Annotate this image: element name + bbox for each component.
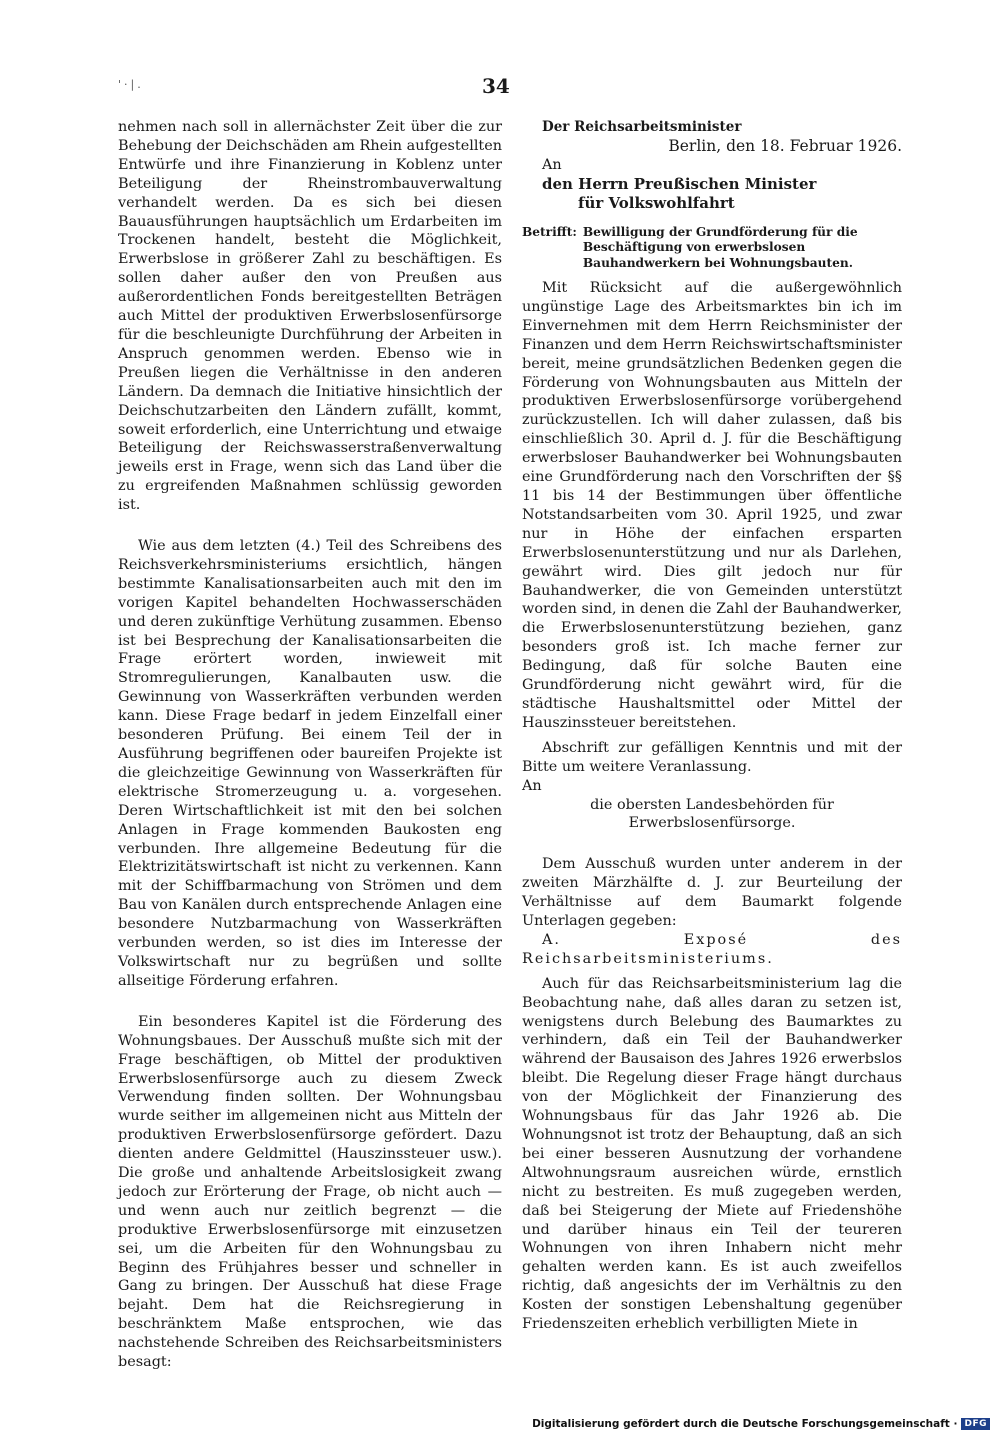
addressee-an: An — [542, 156, 562, 173]
expose-paragraph: Auch für das Reichsarbeitsministerium lag die Beobachtung nahe, daß alles daran zu setzen ist, wenigstens durch Belebung des Baumarktes zu verhindern, daß ein Teil der Bauhandwerker während der Bausaison des Jahres 1926 erwerbslos bleibt. Die Regelung dieser Frage hängt durchaus von der Möglichkeit der Finanzierung des Wohnungsbaus für das Jahr 1926 ab. Die Wohnungsnot ist trotz der Behauptung, daß an sich bei einer besseren Ausnutzung der vorhandene Altwohnungsraum ausreichen würde, ernstlich nicht zu bestreiten. Es muß zugegeben werden, daß bei Steigerung der Miete auf Friedenshöhe und darüber hinaus ein Teil der teureren Wohnungen von ihren Inhabern nicht mehr gehalten werden kann. Es ist auch zweifellos richtig, daß angesichts der im Verhältnis zu den Kosten der sonstigen Lebenshaltung gegenüber Friedenszeiten erheblich verbilligten Miete in — [522, 975, 902, 1333]
subject-text: Bewilligung der Grundförderung für die Beschäftigung von erwerbslosen Bauhandwerkern bei Wohnungsbauten. — [582, 224, 858, 270]
page-number: 34 — [482, 74, 510, 98]
right-column — [522, 118, 902, 1334]
digitization-footer — [532, 1418, 990, 1430]
footer-text: Digitalisierung gefördert durch die Deutsche Forschungsgemeinschaft · — [532, 1418, 958, 1430]
left-column — [118, 118, 502, 1372]
addressee-line-1: den Herrn Preußischen Minister — [542, 174, 817, 193]
corner-marks: '·|. — [118, 78, 144, 91]
section-heading-a: A. Exposé des Reichsarbeitsministeriums. — [522, 931, 902, 967]
recipient-an: An — [522, 777, 542, 794]
recipient-authorities: die obersten Landesbehörden für Erwerbslosenfürsorge. — [590, 796, 834, 832]
left-paragraph-2: Wie aus dem letzten (4.) Teil des Schreibens des Reichsverkehrsministeriums ersichtlich, hängen bestimmte Kanalisationsarbeiten auch mit den im vorigen Kapitel behandelten Hochwasserschäden und deren zukünftige Verhütung zusammen. Ebenso ist bei Besprechung der Kanalisationsarbeiten die Frage erörtert worden, inwieweit mit Stromregulierungen, Kanalbauten usw. die Gewinnung von Wasserkräften verbunden werden kann. Diese Frage bedarf in jedem Einzelfall einer besonderen Prüfung. Bei einem Teil der in Ausführung begriffenen oder baureifen Projekte ist die gleichzeitige Gewinnung von Wasserkräften für elektrische Stromerzeugung u. a. vorgesehen. Deren Wirtschaftlichkeit ist mit den bei solchen Anlagen in Frage kommenden Baukosten eng verbunden. Ihre allgemeine Bedeutung für die Elektrizitätswirtschaft ist nicht zu verkennen. Kann mit der Schiffbarmachung von Strömen und dem Bau von Kanälen durch entsprechende Anlagen eine besondere Nutzbarmachung von Wasserkräften verbunden werden, so ist dies im Interesse der Volkswirtschaft nur zu begrüßen und sollte allseitige Förderung erfahren. — [118, 538, 502, 989]
letter-sender: Der Reichsarbeitsminister — [542, 119, 742, 135]
letter-body: Mit Rücksicht auf die außergewöhnlich ungünstige Lage des Arbeitsmarktes bin ich im Einvernehmen mit dem Herrn Reichsminister der Finanzen und dem Herrn Reichswirtschaftsminister bereit, meine grundsätzlichen Bedenken gegen die Förderung von Wohnungsbauten aus Mitteln der produktiven Erwerbslosenfürsorge vorübergehend zurückzustellen. Ich will daher zulassen, daß bis einschließlich 30. April d. J. für die Beschäftigung erwerbsloser Bauhandwerker bei Wohnungsbauten eine Grundförderung nach den Vorschriften der §§ 11 bis 14 der Bestimmungen über öffentliche Notstandsarbeiten vom 30. April 1925, und zwar nur in Höhe der einfachen ersparten Erwerbslosenunterstützung und nur als Darlehen, gewährt wird. Dies gilt jedoch nur für Bauhandwerker, die von Gemeinden unterstützt worden sind, in denen die Zahl der Bauhandwerker, die Erwerbslosenunterstützung beziehen, ganz besonders groß ist. Ich mache ferner zur Bedingung, daß für solche Bauten eine Grundförderung nicht gewährt wird, für die städtische Haushaltsmittel oder Mittel der Hauszinssteuer bereitstehen. — [522, 280, 902, 731]
ausschuss-paragraph: Dem Ausschuß wurden unter anderem in der zweiten Märzhälfte d. J. zur Beurteilung der Verhältnisse auf dem Baumarkt folgende Unterlagen gegeben: — [522, 856, 902, 930]
dfg-logo: DFG — [961, 1418, 990, 1430]
subject-label: Betrifft: — [522, 224, 577, 239]
letter-dateline: Berlin, den 18. Februar 1926. — [668, 136, 902, 155]
left-paragraph-1: nehmen nach soll in allernächster Zeit über die zur Behebung der Deichschäden am Rhein aufgestellten Entwürfe und ihre Finanzierung in Koblenz unter Beteiligung der Rheinstrombauverwaltung verhandelt werden. Da es sich bei diesen Bauausführungen hauptsächlich um Erdarbeiten im Trockenen handelt, besteht die Möglichkeit, Erwerbslose in größerer Zahl zu beschäftigen. Es sollen daher außer den von Preußen aus außerordentlichen Fonds bereitgestellten Beträgen auch Mittel der produktiven Erwerbslosenfürsorge für die beschleunigte Durchführung der Arbeiten in Anspruch genommen werden. Ebenso wie in Preußen liegen die Verhältnisse in den anderen Ländern. Da demnach die Initiative hinsichtlich der Deichschutzarbeiten den Ländern zufällt, kommt, soweit erforderlich, eine Unterrichtung und etwaige Beteiligung der Reichswasserstraßenverwaltung jeweils erst in Frage, wenn sich das Land über die zu ergreifenden Maßnahmen schlüssig geworden ist. — [118, 119, 502, 514]
left-paragraph-3: Ein besonderes Kapitel ist die Förderung des Wohnungsbaues. Der Ausschuß mußte sich mit der Frage beschäftigen, ob Mittel der produktiven Erwerbslosenfürsorge auch zu diesem Zweck Verwendung finden sollten. Der Wohnungsbau wurde seither im allgemeinen nicht aus Mitteln der produktiven Erwerbslosenfürsorge gefördert. Dazu dienten andere Geldmittel (Hauszinssteuer usw.). Die große und anhaltende Arbeitslosigkeit zwang jedoch zur Erörterung der Frage, ob nicht auch — und wenn auch nur zeitlich begrenzt — die produktive Erwerbslosenfürsorge mit einzusetzen sei, um die Arbeiten für den Wohnungsbau zu Beginn des Frühjahres besser und schneller in Gang zu bringen. Der Ausschuß hat diese Frage bejaht. Dem hat die Reichsregierung in beschränktem Maße entsprochen, wie das nachstehende Schreiben des Reichsarbeitsministers besagt: — [118, 1013, 502, 1371]
abschrift-note: Abschrift zur gefälligen Kenntnis und mit der Bitte um weitere Veranlassung. — [522, 739, 902, 775]
subject-line — [522, 225, 902, 272]
addressee-line-2: für Volkswohlfahrt — [578, 193, 735, 212]
